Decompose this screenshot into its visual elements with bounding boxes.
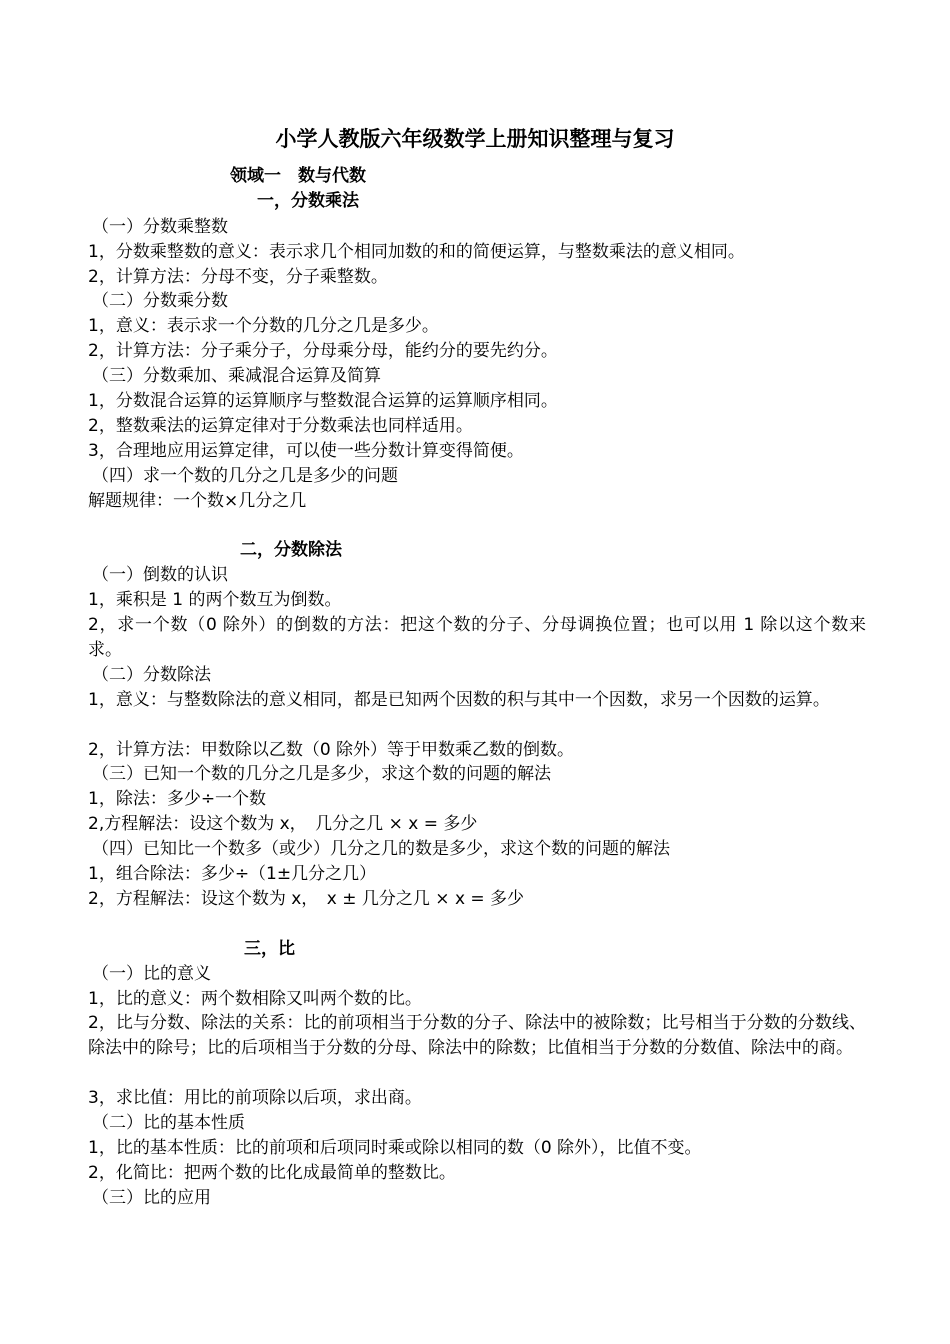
chapter-heading: 三，比 xyxy=(244,939,295,959)
section-subheading: （四）求一个数的几分之几是多少的问题 xyxy=(92,466,398,486)
paragraph-line: 1，分数乘整数的意义：表示求几个相同加数的和的简便运算，与整数乘法的意义相同。 xyxy=(88,242,745,262)
section-subheading: （二）比的基本性质 xyxy=(92,1113,245,1133)
paragraph-line: 1，乘积是 1 的两个数互为倒数。 xyxy=(88,590,342,610)
paragraph-line: 2，化简比：把两个数的比化成最简单的整数比。 xyxy=(88,1163,456,1183)
section-subheading: （一）比的意义 xyxy=(92,964,211,984)
paragraph-line: 2，求一个数（0 除外）的倒数的方法：把这个数的分子、分母调换位置；也可以用 1 除以这个数来求。 xyxy=(88,615,866,660)
section-subheading: （一）倒数的认识 xyxy=(92,565,228,585)
section-subheading: （三）已知一个数的几分之几是多少，求这个数的问题的解法 xyxy=(92,764,551,784)
domain-heading: 领域一 数与代数 xyxy=(230,166,366,186)
paragraph-line: 3，合理地应用运算定律，可以使一些分数计算变得简便。 xyxy=(88,441,524,461)
document-title: 小学人教版六年级数学上册知识整理与复习 xyxy=(275,127,675,151)
paragraph-line: 3，求比值：用比的前项除以后项，求出商。 xyxy=(88,1088,422,1108)
paragraph-line: 1，意义：表示求一个分数的几分之几是多少。 xyxy=(88,316,439,336)
section-subheading: （二）分数除法 xyxy=(92,665,211,685)
paragraph-line: 1，除法：多少÷一个数 xyxy=(88,789,267,809)
chapter-heading: 二，分数除法 xyxy=(240,540,342,560)
section-subheading: （四）已知比一个数多（或少）几分之几的数是多少，求这个数的问题的解法 xyxy=(92,839,670,859)
paragraph-line: 1，比的意义：两个数相除又叫两个数的比。 xyxy=(88,989,422,1009)
paragraph-line: 解题规律：一个数×几分之几 xyxy=(88,491,307,511)
paragraph-line: 2，计算方法：分子乘分子，分母乘分母，能约分的要先约分。 xyxy=(88,341,558,361)
section-subheading: （二）分数乘分数 xyxy=(92,291,228,311)
paragraph-line: 2，计算方法：分母不变，分子乘整数。 xyxy=(88,267,388,287)
paragraph-line: 2，方程解法：设这个数为 x， x ± 几分之几 × x = 多少 xyxy=(88,889,525,909)
section-subheading: （一）分数乘整数 xyxy=(92,217,228,237)
paragraph-line: 2，计算方法：甲数除以乙数（0 除外）等于甲数乘乙数的倒数。 xyxy=(88,740,575,760)
paragraph-line: 1，比的基本性质：比的前项和后项同时乘或除以相同的数（0 除外），比值不变。 xyxy=(88,1138,702,1158)
paragraph-line: 1，分数混合运算的运算顺序与整数混合运算的运算顺序相同。 xyxy=(88,391,558,411)
paragraph-line: 2,方程解法：设这个数为 x， 几分之几 × x = 多少 xyxy=(88,814,478,834)
section-subheading: （三）比的应用 xyxy=(92,1188,211,1208)
chapter-heading: 一，分数乘法 xyxy=(257,191,359,211)
section-subheading: （三）分数乘加、乘减混合运算及简算 xyxy=(92,366,381,386)
paragraph-line: 2，整数乘法的运算定律对于分数乘法也同样适用。 xyxy=(88,416,473,436)
paragraph-line: 2，比与分数、除法的关系：比的前项相当于分数的分子、除法中的被除数；比号相当于分数的分数线、除法中的除号；比的后项相当于分数的分母、除法中的除数；比值相当于分数的分数值、除法中的商。 xyxy=(88,1013,866,1058)
paragraph-line: 1，意义：与整数除法的意义相同，都是已知两个因数的积与其中一个因数，求另一个因数的运算。 xyxy=(88,690,830,710)
paragraph-line: 1，组合除法：多少÷（1±几分之几） xyxy=(88,864,377,884)
